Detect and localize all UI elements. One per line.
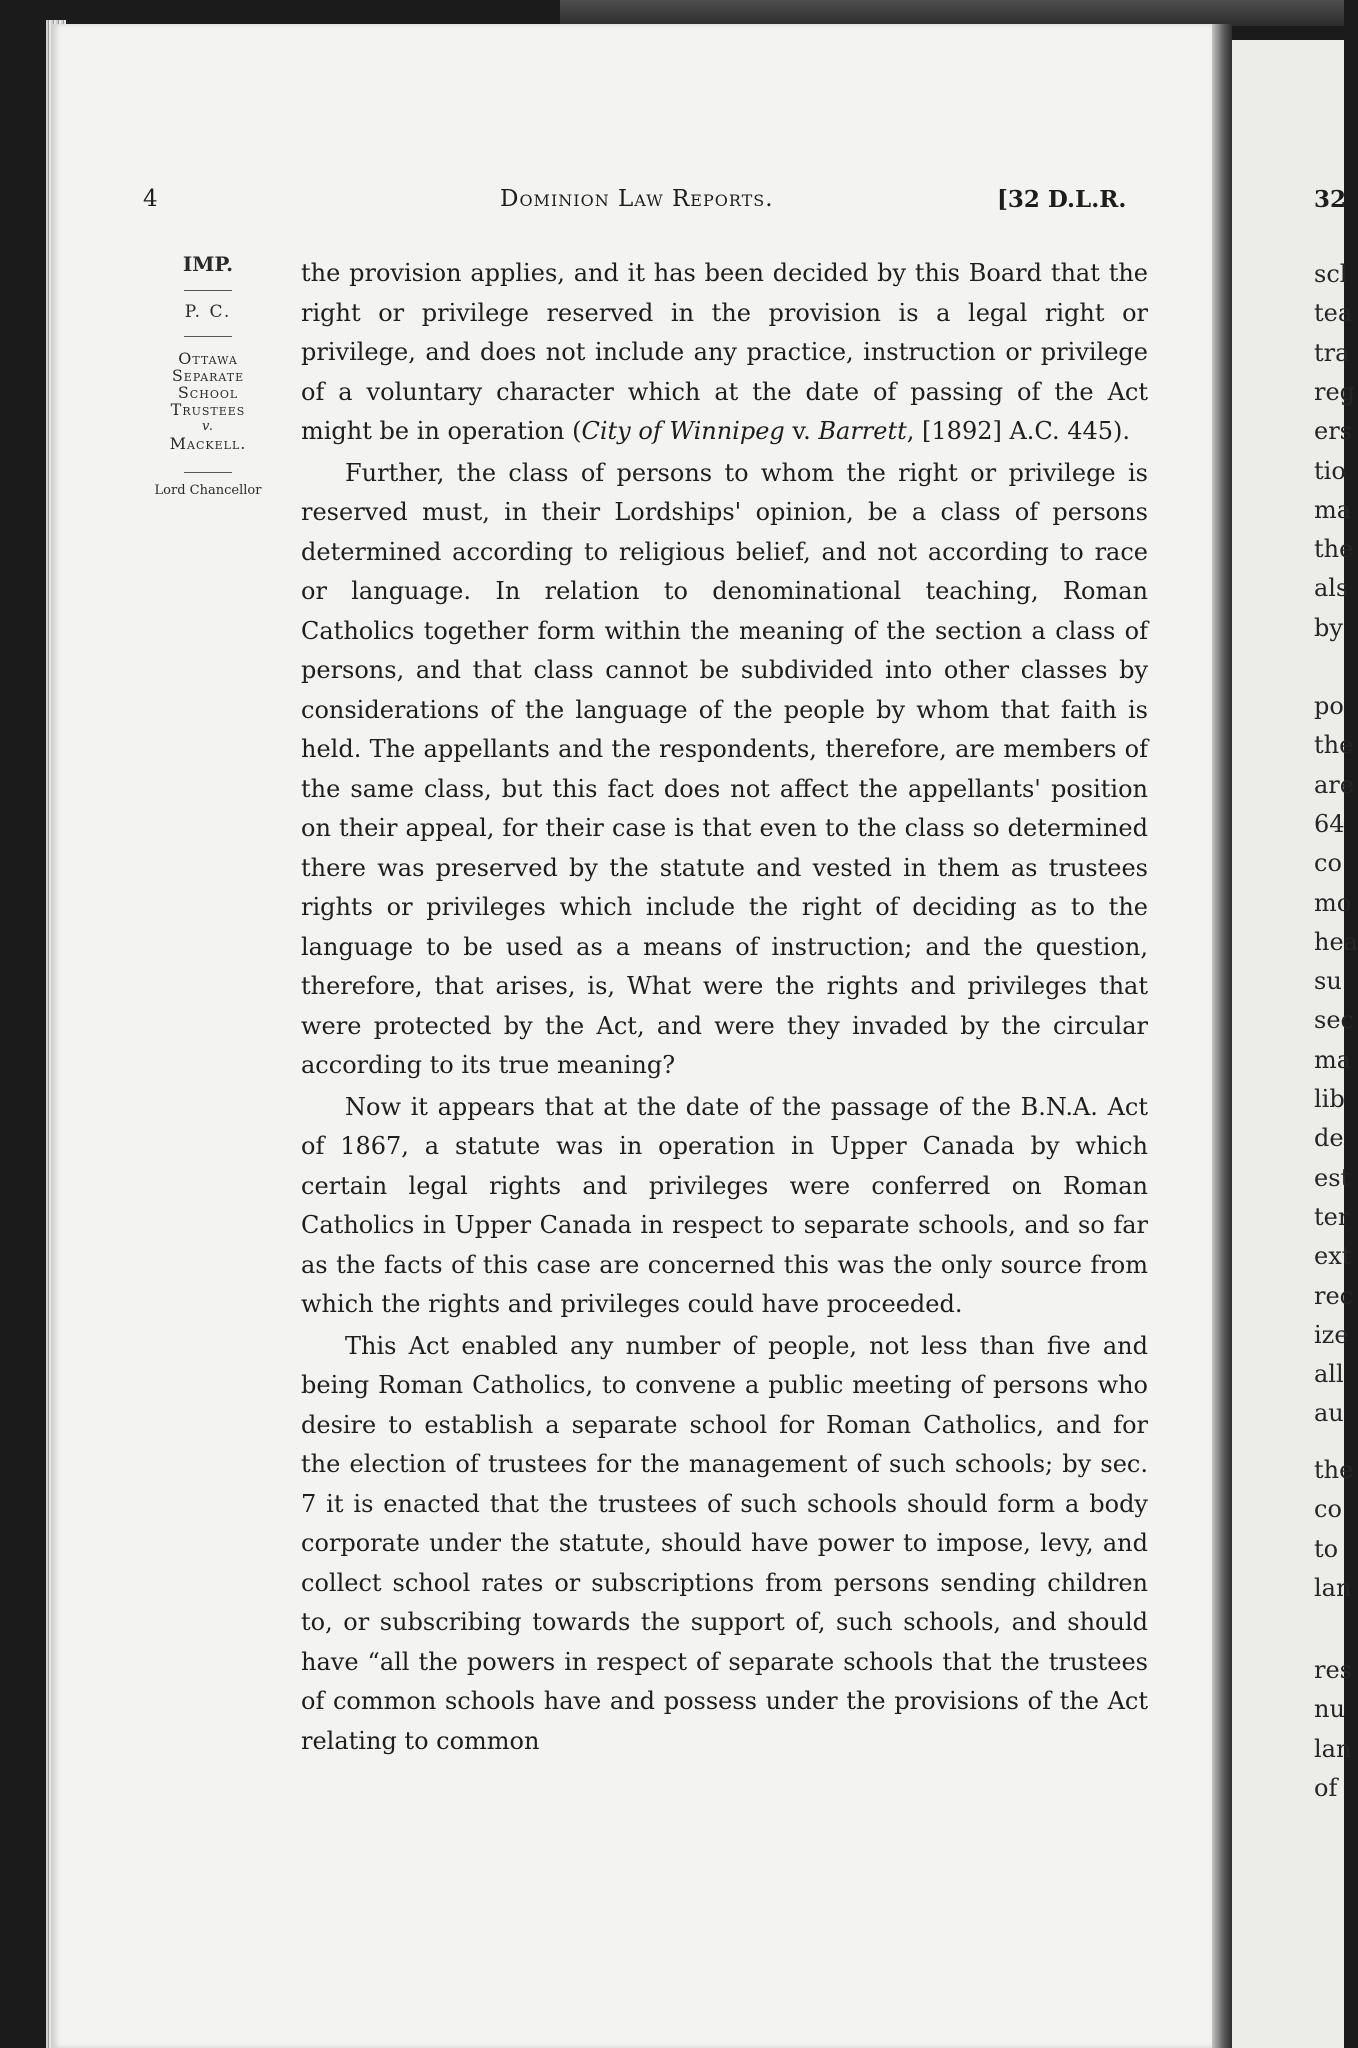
facing-page-fragment: to bbox=[1314, 1534, 1339, 1563]
sidenote-judge: Lord Chancellor bbox=[154, 483, 262, 498]
facing-page-fragment: the bbox=[1314, 731, 1354, 760]
paragraph-text: , [1892] A.C. 445). bbox=[906, 417, 1130, 445]
facing-page-fragment: lan bbox=[1314, 1734, 1352, 1763]
case-versus: v. bbox=[202, 419, 214, 434]
facing-page-fragment: tio bbox=[1314, 456, 1346, 485]
facing-page-fragment: of bbox=[1314, 1773, 1338, 1802]
facing-page-fragment: sec bbox=[1314, 1006, 1354, 1035]
top-shadow bbox=[560, 0, 1344, 26]
book-gutter bbox=[1212, 24, 1232, 2048]
facing-page-fragment: rec bbox=[1314, 1281, 1354, 1310]
sidenote-court: IMP. bbox=[182, 252, 234, 276]
citation-versus: v. bbox=[784, 417, 819, 445]
facing-page-fragment: ers bbox=[1314, 417, 1352, 446]
volume-reference: [32 D.L.R. bbox=[997, 186, 1127, 213]
paragraph: This Act enabled any number of people, not less than five and being Roman Catholics, to convene a public meeting of persons who desire to establish a separate school for Roman Catholics, and for the election of trustees for the management of such schools; by sec. 7 it is enacted that the trustees of such schools should form a body corporate under the statute, should have power to impose, levy, and collect school rates or subscriptions from persons sending children to, or subscribing towards the support of, such schools, and should have “all the powers in respect of separate schools that the trustees of common schools have and possess under the provisions of the Act relating to common bbox=[301, 1331, 1148, 1755]
facing-page-fragment: all bbox=[1314, 1360, 1344, 1389]
facing-page-fragment: 64 bbox=[1314, 809, 1345, 838]
facing-page-fragment: ext bbox=[1314, 1242, 1352, 1271]
facing-page-fragment: als bbox=[1314, 574, 1349, 603]
facing-page-fragment: tra bbox=[1314, 338, 1350, 367]
sidenote-divider bbox=[184, 336, 232, 337]
sidenote-divider bbox=[184, 290, 232, 291]
facing-page-fragment: ize bbox=[1314, 1320, 1349, 1349]
case-name-line: Separate bbox=[171, 366, 245, 385]
facing-page-fragment: su bbox=[1314, 967, 1342, 996]
facing-page-fragment: co bbox=[1314, 1495, 1342, 1524]
body-text bbox=[301, 254, 1148, 1761]
case-name-line: School bbox=[177, 383, 239, 402]
facing-page-fragment: res bbox=[1314, 1656, 1352, 1684]
facing-page-fragment: au bbox=[1314, 1399, 1344, 1428]
facing-page-fragment: the bbox=[1314, 535, 1354, 564]
facing-page-fragment: by bbox=[1314, 613, 1343, 642]
facing-page-fragment: lan bbox=[1314, 1573, 1352, 1602]
case-name-line: Mackell. bbox=[169, 434, 247, 453]
sidenote-divider bbox=[184, 472, 232, 473]
facing-page-fragment: co bbox=[1314, 849, 1342, 878]
facing-page-fragment: scl bbox=[1314, 260, 1348, 288]
page-number: 4 bbox=[143, 186, 158, 212]
case-citation: Barrett bbox=[818, 417, 907, 445]
facing-page-reference: 32 bbox=[1314, 186, 1347, 213]
facing-page-fragment: ma bbox=[1314, 1045, 1352, 1074]
sidenote-case-name bbox=[128, 350, 288, 452]
facing-page-fragment: reg bbox=[1314, 377, 1356, 406]
paragraph bbox=[301, 254, 1148, 452]
facing-page-fragment: are bbox=[1314, 770, 1354, 799]
paragraph: Further, the class of persons to whom the right or privilege is reserved must, in their Lordships' opinion, be a class of persons determined according to religious belief, and not according to race or language. In relation to denominational teaching, Roman Catholics together form within the meaning of the section a class of persons, and that class cannot be subdivided into other classes by considerations of the language of the people by whom that faith is held. The appellants and the respondents, therefore, are members of the same class, but this fact does not affect the appellants' position on their appeal, for their case is that even to the class so determined there was preserved by the statute and vested in them as trustees rights or privileges which include the right of deciding as to the language to be used as a means of instruction; and the question, therefore, that arises, is, What were the rights and privileges that were protected by the Act, and were they invaded by the circular according to its true meaning? bbox=[301, 458, 1148, 1079]
facing-page-fragment: lib bbox=[1314, 1085, 1345, 1113]
sidenote-division: P. C. bbox=[184, 302, 232, 322]
case-citation: City of Winnipeg bbox=[581, 417, 785, 445]
facing-page-fragment: tea bbox=[1314, 299, 1353, 328]
paragraph-text: the provision applies, and it has been decided by this Board that the right or privilege reserved in the provision is a legal right or privilege, and does not include any practice, instruction or privilege of a voluntary character which at the date of passing of the Act might be in operation ( bbox=[301, 259, 1148, 445]
facing-page-fragment: nu bbox=[1314, 1695, 1345, 1724]
facing-page-fragment: po bbox=[1314, 692, 1344, 720]
facing-page-fragment: hea bbox=[1314, 927, 1358, 956]
facing-page-fragment: est bbox=[1314, 1163, 1351, 1192]
facing-page-fragment: mo bbox=[1314, 888, 1352, 917]
case-name-line: Trustees bbox=[170, 400, 246, 419]
paragraph: Now it appears that at the date of the passage of the B.N.A. Act of 1867, a statute was in operation in Upper Canada by which certain legal rights and privileges were conferred on Roman Catholics in Upper Canada in respect to separate schools, and so far as the facts of this case are concerned this was the only source from which the rights and privileges could have proceeded. bbox=[301, 1092, 1148, 1318]
facing-page-fragment: the bbox=[1314, 1456, 1354, 1484]
facing-page-fragment: ter bbox=[1314, 1202, 1350, 1231]
facing-page-fragment: de bbox=[1314, 1124, 1344, 1153]
facing-page-fragment: ma bbox=[1314, 495, 1352, 524]
case-name-line: Ottawa bbox=[178, 349, 238, 368]
running-title: Dominion Law Reports. bbox=[500, 186, 774, 212]
